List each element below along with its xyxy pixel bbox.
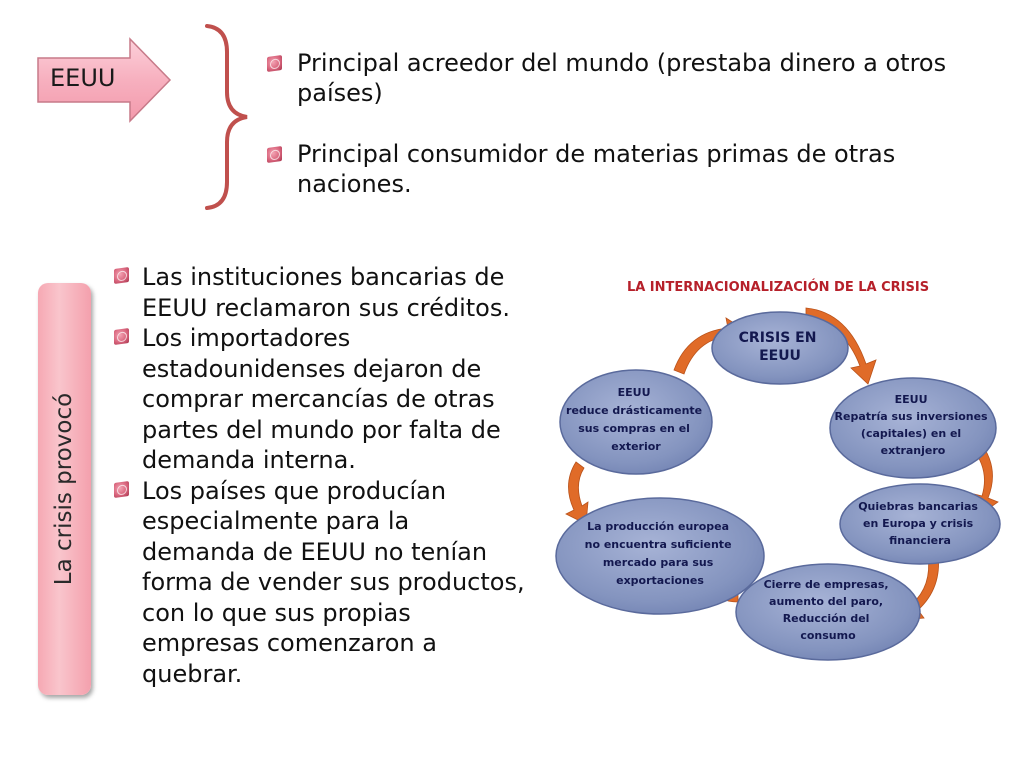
node-line: mercado para sus [602, 556, 714, 569]
bullet-icon [114, 267, 129, 284]
effect-text: Las instituciones bancarias de EEUU reclamaron sus créditos. [142, 263, 510, 322]
node-repatria [830, 378, 996, 478]
node-produccion [556, 498, 764, 614]
crisis-cycle-diagram [548, 272, 1008, 672]
node-line: financiera [889, 534, 951, 547]
node-cierre [736, 564, 920, 660]
brace-icon [195, 22, 255, 212]
bullet-icon [267, 55, 282, 72]
flow-arrow-5 [566, 462, 588, 524]
effects-list [110, 262, 530, 689]
eeuu-label: EEUU [50, 64, 116, 92]
node-quiebras [840, 484, 1000, 564]
node-line: EEUU [617, 386, 651, 399]
bullet-icon [114, 328, 129, 345]
node-line: Quiebras bancarias [858, 500, 978, 513]
node-reduce [560, 370, 712, 474]
node-line: CRISIS EN [738, 330, 817, 346]
node-line: extranjero [880, 444, 946, 457]
node-line: reduce drásticamente [566, 404, 703, 417]
list-item [110, 262, 530, 323]
node-line: Repatría sus inversiones [834, 410, 988, 423]
effect-text: Los países que producían especialmente para la demanda de EEUU no tenían forma de vender sus productos, con lo que sus propias empresas comenzaron a quebrar. [142, 476, 525, 688]
node-line: EEUU [759, 348, 801, 364]
effect-text: Los importadores estadounidenses dejaron de comprar mercancías de otras partes del mundo por falta de demanda interna. [142, 324, 501, 474]
point-consumer: Principal consumidor de materias primas de otras naciones. [297, 140, 896, 198]
node-line: Cierre de empresas, [763, 578, 889, 591]
node-line: Reducción del [782, 612, 870, 625]
node-line: exterior [611, 440, 661, 453]
diagram-title: LA INTERNACIONALIZACIÓN DE LA CRISIS [626, 280, 930, 295]
list-item [110, 476, 530, 690]
bullet-icon [114, 480, 129, 497]
node-line: La producción europea [587, 520, 730, 533]
node-line: exportaciones [616, 574, 704, 587]
node-line: en Europa y crisis [863, 517, 974, 530]
bullet-icon [267, 146, 282, 163]
node-line: aumento del paro, [769, 595, 884, 608]
node-line: consumo [800, 629, 856, 642]
point-creditor: Principal acreedor del mundo (prestaba dinero a otros países) [297, 49, 947, 107]
node-line: no encuentra suficiente [584, 538, 732, 551]
side-label-text: La crisis provocó [51, 392, 77, 586]
node-line: (capitales) en el [860, 427, 962, 440]
node-line: sus compras en el [578, 422, 690, 435]
node-crisis-eeuu [712, 312, 848, 384]
node-line: EEUU [894, 393, 928, 406]
list-item [110, 323, 530, 476]
